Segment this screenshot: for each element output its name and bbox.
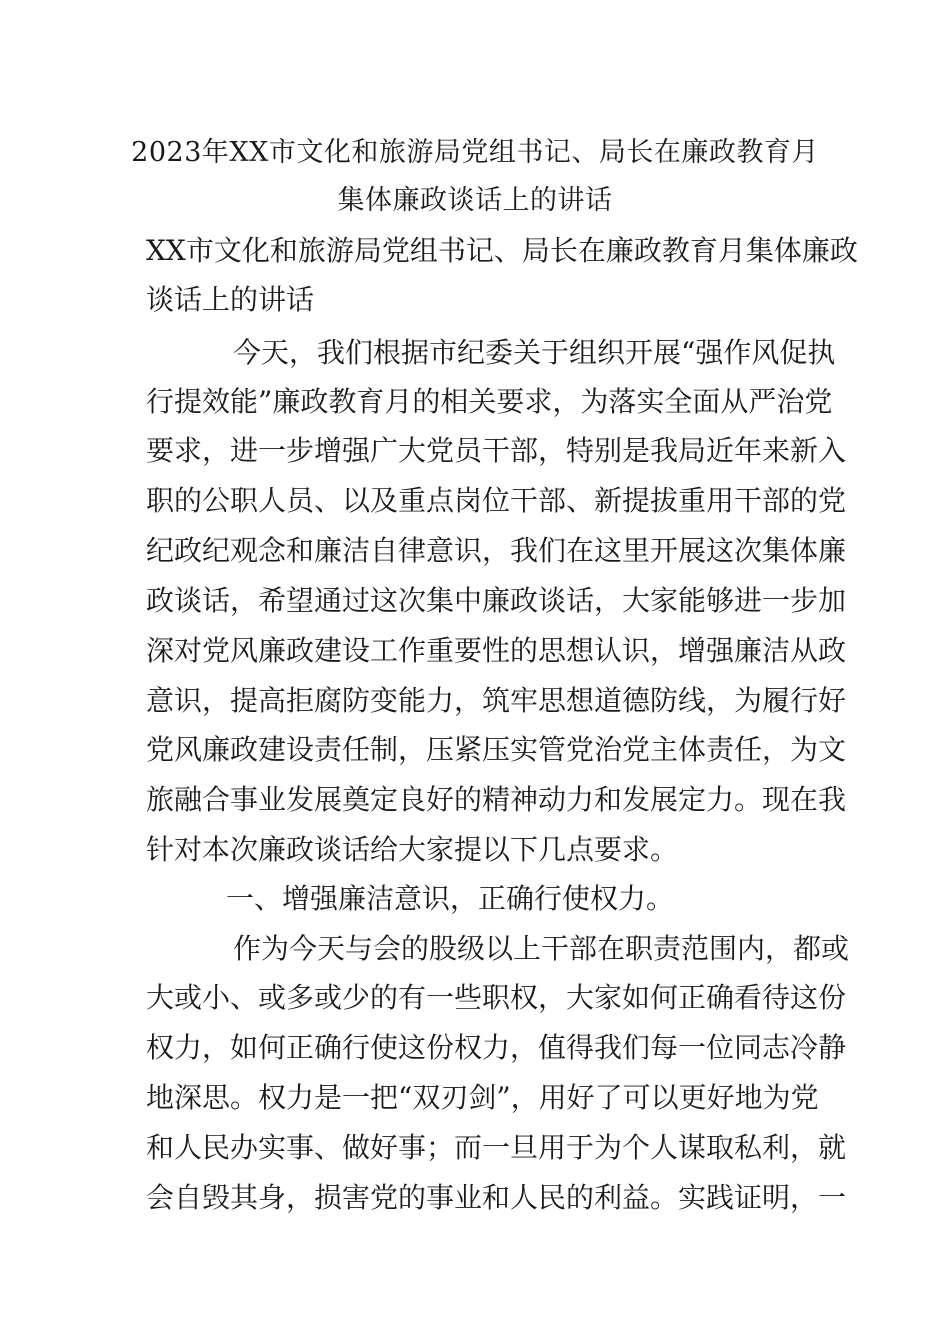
paragraph-line: 纪政纪观念和廉洁自律意识，我们在这里开展这次集体廉 [146, 534, 847, 567]
paragraph-line: 作为今天与会的股级以上干部在职责范围内，都或 [233, 932, 850, 965]
paragraph-line: 党风廉政建设责任制，压紧压实管党治党主体责任，为文 [146, 733, 847, 766]
paragraph-line: 意识，提高拒腐防变能力，筑牢思想道德防线，为履行好 [146, 684, 847, 717]
paragraph-line: 和人民办实事、做好事；而一旦用于为个人谋取私利，就 [146, 1131, 847, 1164]
paragraph-line: 针对本次廉政谈话给大家提以下几点要求。 [146, 833, 679, 866]
paragraph-line: 权力，如何正确行使这份权力，值得我们每一位同志冷静 [146, 1031, 847, 1064]
paragraph-line: 政谈话，希望通过这次集中廉政谈话，大家能够进一步加 [146, 584, 847, 617]
paragraph-line: 地深思。权力是一把“双刃剑”，用好了可以更好地为党 [146, 1081, 819, 1114]
document-title-line-2: 集体廉政谈话上的讲话 [337, 185, 613, 216]
paragraph-line: 大或小、或多或少的有一些职权，大家如何正确看待这份 [146, 981, 847, 1014]
document-subtitle-line-2: 谈话上的讲话 [146, 283, 315, 316]
paragraph-line: 今天，我们根据市纪委关于组织开展“强作风促执 [233, 336, 836, 369]
document-title-line-1: 2023年XX市文化和旅游局党组书记、局长在廉政教育月 [131, 137, 819, 168]
document-subtitle-line-1: XX市文化和旅游局党组书记、局长在廉政教育月集体廉政 [146, 234, 858, 267]
paragraph-line: 会自毁其身，损害党的事业和人民的利益。实践证明，一 [146, 1181, 847, 1214]
section-heading-1: 一、增强廉洁意识，正确行使权力。 [226, 882, 675, 915]
paragraph-line: 职的公职人员、以及重点岗位干部、新提拔重用干部的党 [146, 484, 847, 517]
paragraph-line: 要求，进一步增强广大党员干部，特别是我局近年来新入 [146, 434, 847, 467]
paragraph-line: 深对党风廉政建设工作重要性的思想认识，增强廉洁从政 [146, 634, 847, 667]
paragraph-line: 旅融合事业发展奠定良好的精神动力和发展定力。现在我 [146, 783, 847, 816]
paragraph-line: 行提效能”廉政教育月的相关要求，为落实全面从严治党 [146, 385, 833, 418]
